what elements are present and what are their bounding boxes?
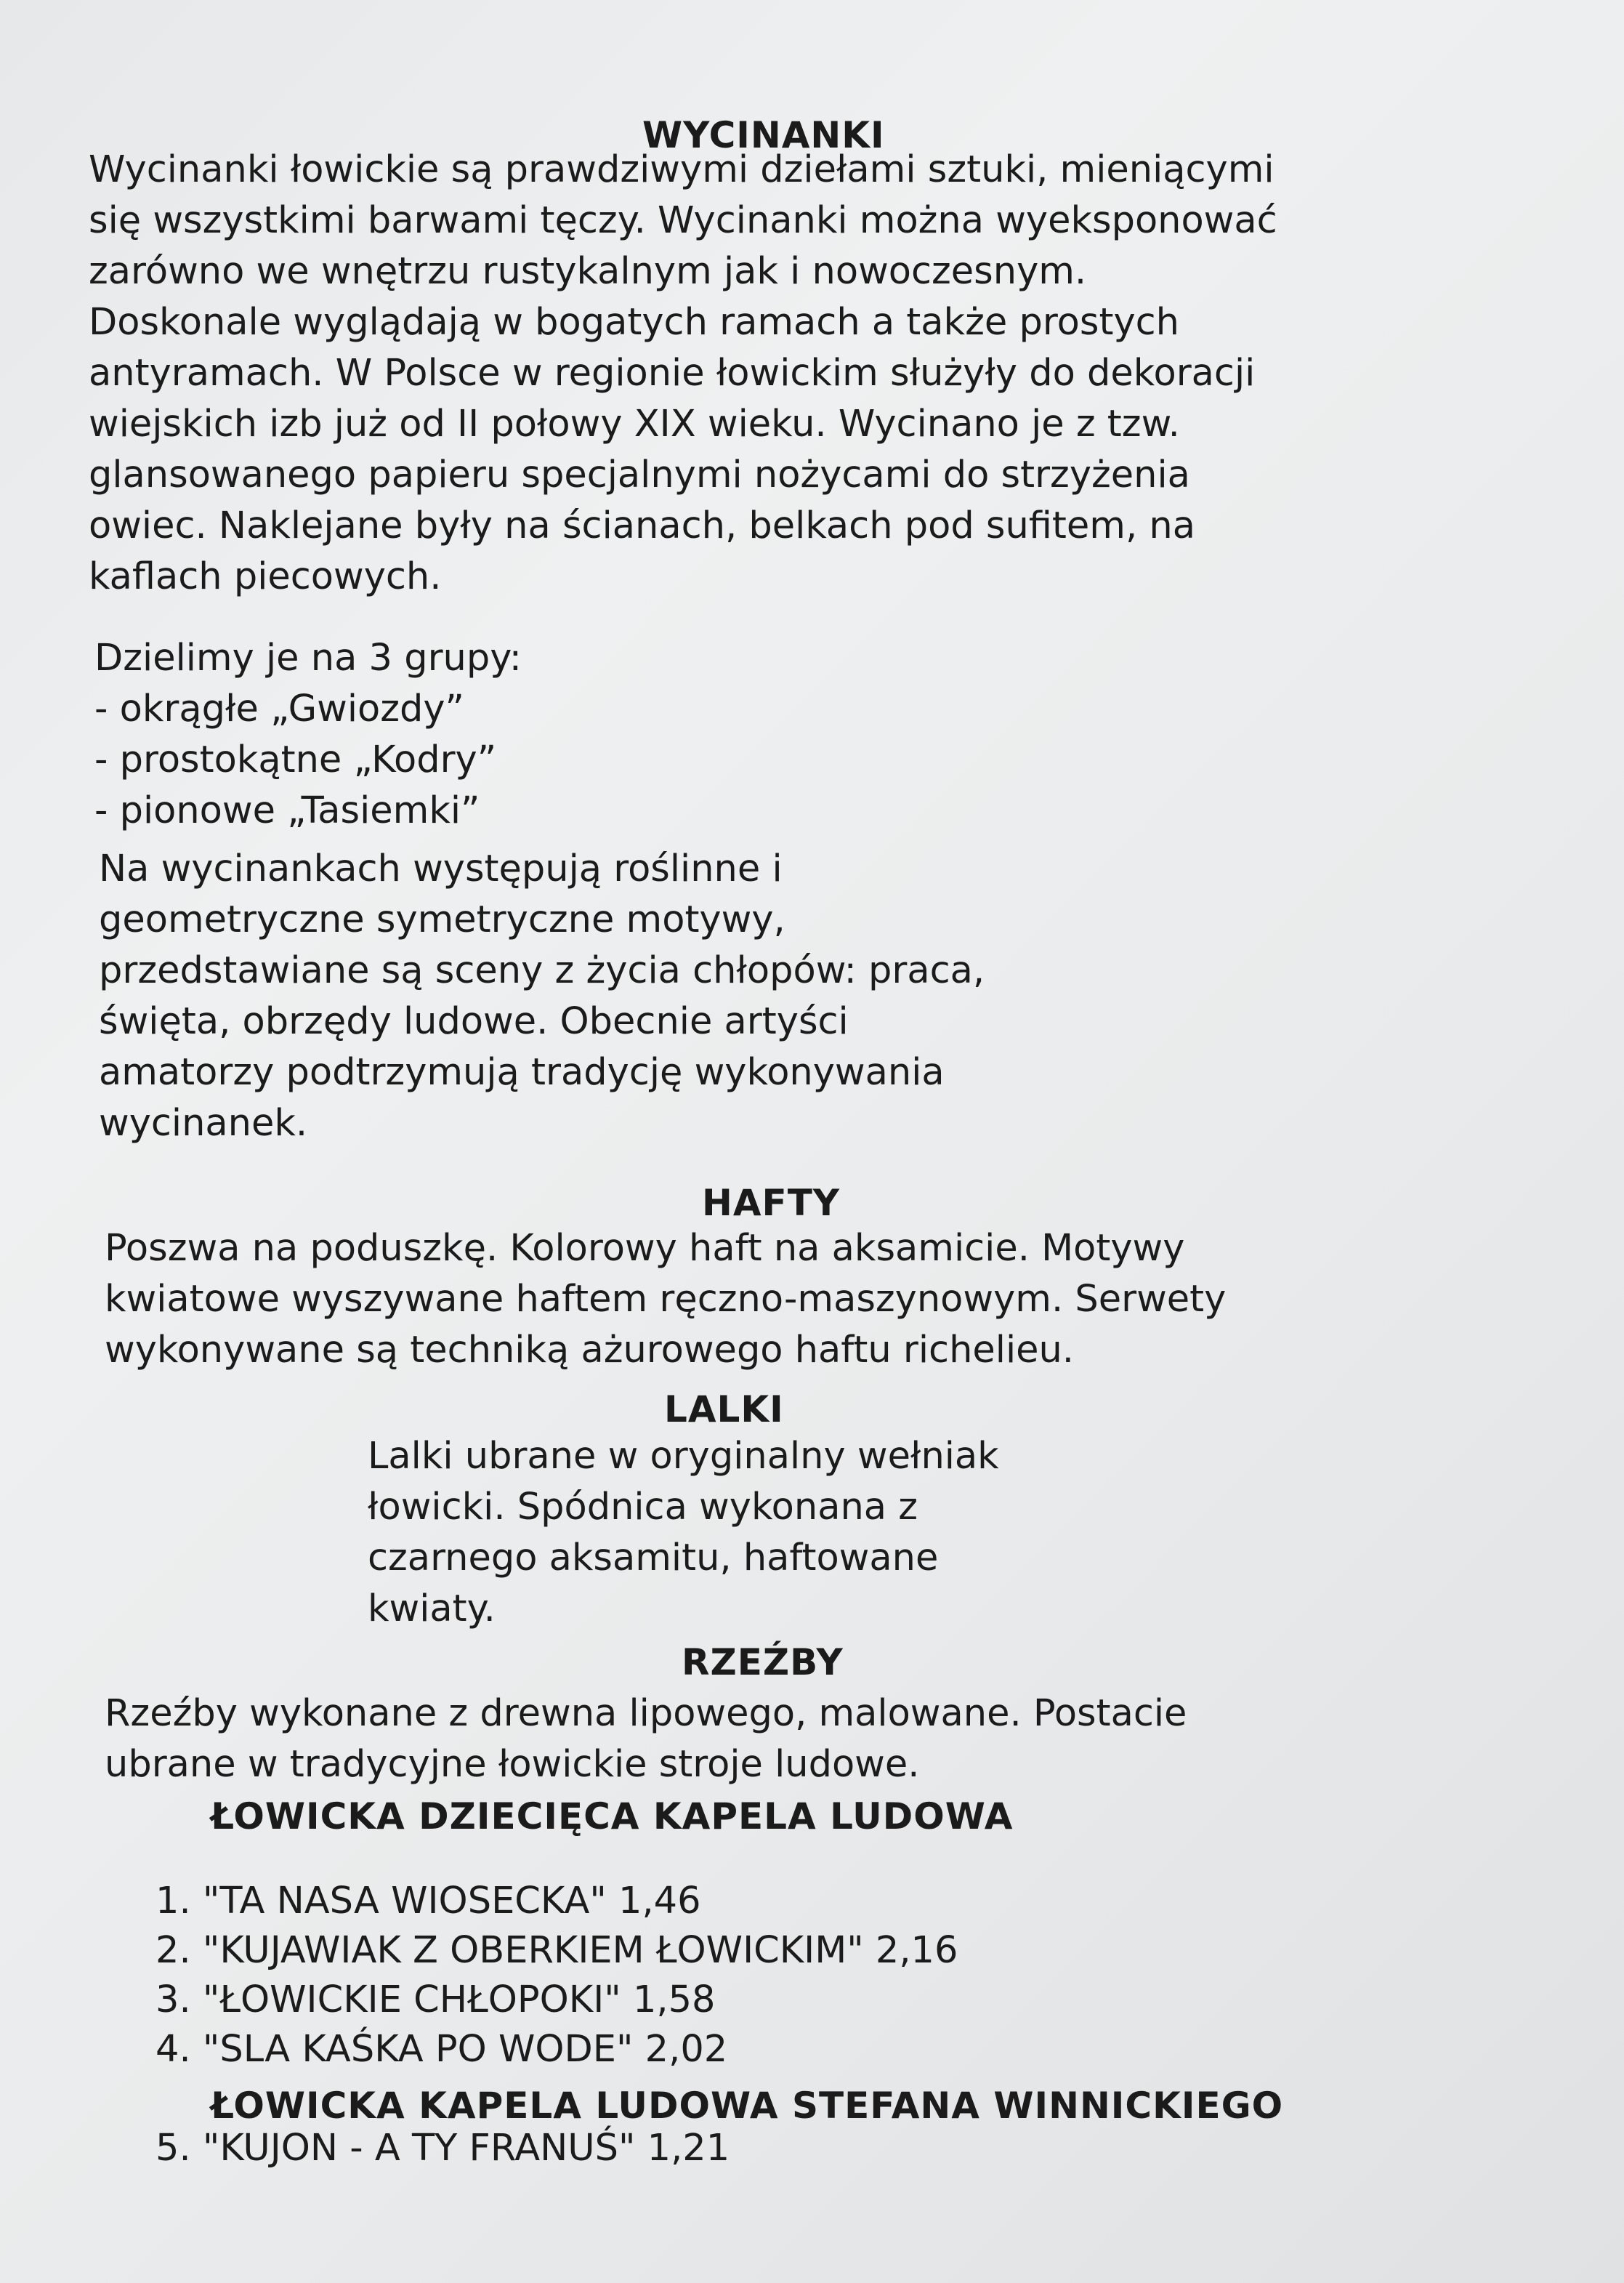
text-line: przedstawiane są sceny z życia chłopów: praca, — [99, 949, 985, 992]
track-item: 4. "SLA KAŚKA PO WODE" 2,02 — [155, 2028, 728, 2071]
hafty-heading: HAFTY — [702, 1182, 841, 1224]
text-line: amatorzy podtrzymują tradycję wykonywania — [99, 1051, 945, 1094]
list-item: - pionowe „Tasiemki” — [94, 789, 480, 832]
kapela-winnickiego-heading: ŁOWICKA KAPELA LUDOWA STEFANA WINNICKIEGO — [211, 2085, 1284, 2127]
text-line: Doskonale wyglądają w bogatych ramach a także prostych — [89, 301, 1179, 344]
text-line: ubrane w tradycyjne łowickie stroje ludowe. — [105, 1743, 920, 1786]
kapela-dziecieca-tracklist — [155, 1880, 958, 2080]
kapela-dziecieca-heading: ŁOWICKA DZIECIĘCA KAPELA LUDOWA — [211, 1795, 1014, 1837]
text-line: zarówno we wnętrzu rustykalnym jak i nowoczesnym. — [89, 250, 1087, 293]
track-item: 2. "KUJAWIAK Z OBERKIEM ŁOWICKIM" 2,16 — [155, 1929, 958, 1972]
lalki-heading: LALKI — [664, 1388, 784, 1430]
text-line: Rzeźby wykonane z drewna lipowego, malowane. Postacie — [105, 1692, 1187, 1735]
text-line: glansowanego papieru specjalnymi nożycami do strzyżenia — [89, 454, 1190, 496]
text-line: Wycinanki łowickie są prawdziwymi dziełami sztuki, mieniącymi — [89, 148, 1274, 191]
text-line: Na wycinankach występują roślinne i — [99, 847, 783, 890]
rzezby-paragraph — [105, 1692, 1187, 1797]
text-line: wycinanek. — [99, 1102, 308, 1145]
text-line: owiec. Naklejane były na ścianach, belkach pod sufitem, na — [89, 504, 1195, 547]
text-line: antyramach. W Polsce w regionie łowickim służyły do dekoracji — [89, 352, 1256, 395]
list-item: - prostokątne „Kodry” — [94, 738, 497, 781]
track-item: 1. "TA NASA WIOSECKA" 1,46 — [155, 1880, 701, 1922]
text-line: łowicki. Spódnica wykonana z — [368, 1486, 918, 1529]
rzezby-heading: RZEŹBY — [682, 1641, 844, 1683]
track-item: 5. "KUJON - A TY FRANUŚ" 1,21 — [155, 2127, 730, 2170]
text-line: wiejskich izb już od II połowy XIX wieku. Wycinano je z tzw. — [89, 403, 1180, 446]
lalki-paragraph — [368, 1435, 999, 1641]
kapela-winnickiego-tracklist — [155, 2127, 730, 2179]
text-line: kaflach piecowych. — [89, 555, 442, 598]
wycinanki-groups — [94, 637, 522, 843]
wycinanki-paragraph — [89, 148, 1277, 609]
text-line: Poszwa na poduszkę. Kolorowy haft na aksamicie. Motywy — [105, 1227, 1185, 1270]
list-item: - okrągłe „Gwiozdy” — [94, 688, 464, 730]
text-line: kwiaty. — [368, 1587, 496, 1630]
wycinanki-motifs — [99, 847, 985, 1156]
text-line: geometryczne symetryczne motywy, — [99, 898, 785, 941]
text-line: święta, obrzędy ludowe. Obecnie artyści — [99, 1000, 849, 1043]
text-line: czarnego aksamitu, haftowane — [368, 1537, 939, 1579]
wycinanki-heading: WYCINANKI — [642, 114, 885, 156]
text-line: kwiatowe wyszywane haftem ręczno-maszynowym. Serwety — [105, 1278, 1227, 1321]
text-line: się wszystkimi barwami tęczy. Wycinanki można wyeksponować — [89, 199, 1277, 242]
track-item: 3. "ŁOWICKIE CHŁOPOKI" 1,58 — [155, 1978, 716, 2021]
text-line: Lalki ubrane w oryginalny wełniak — [368, 1435, 999, 1478]
text-line: wykonywane są techniką ażurowego haftu richelieu. — [105, 1329, 1075, 1372]
groups-intro: Dzielimy je na 3 grupy: — [94, 637, 522, 680]
hafty-paragraph — [105, 1227, 1227, 1382]
